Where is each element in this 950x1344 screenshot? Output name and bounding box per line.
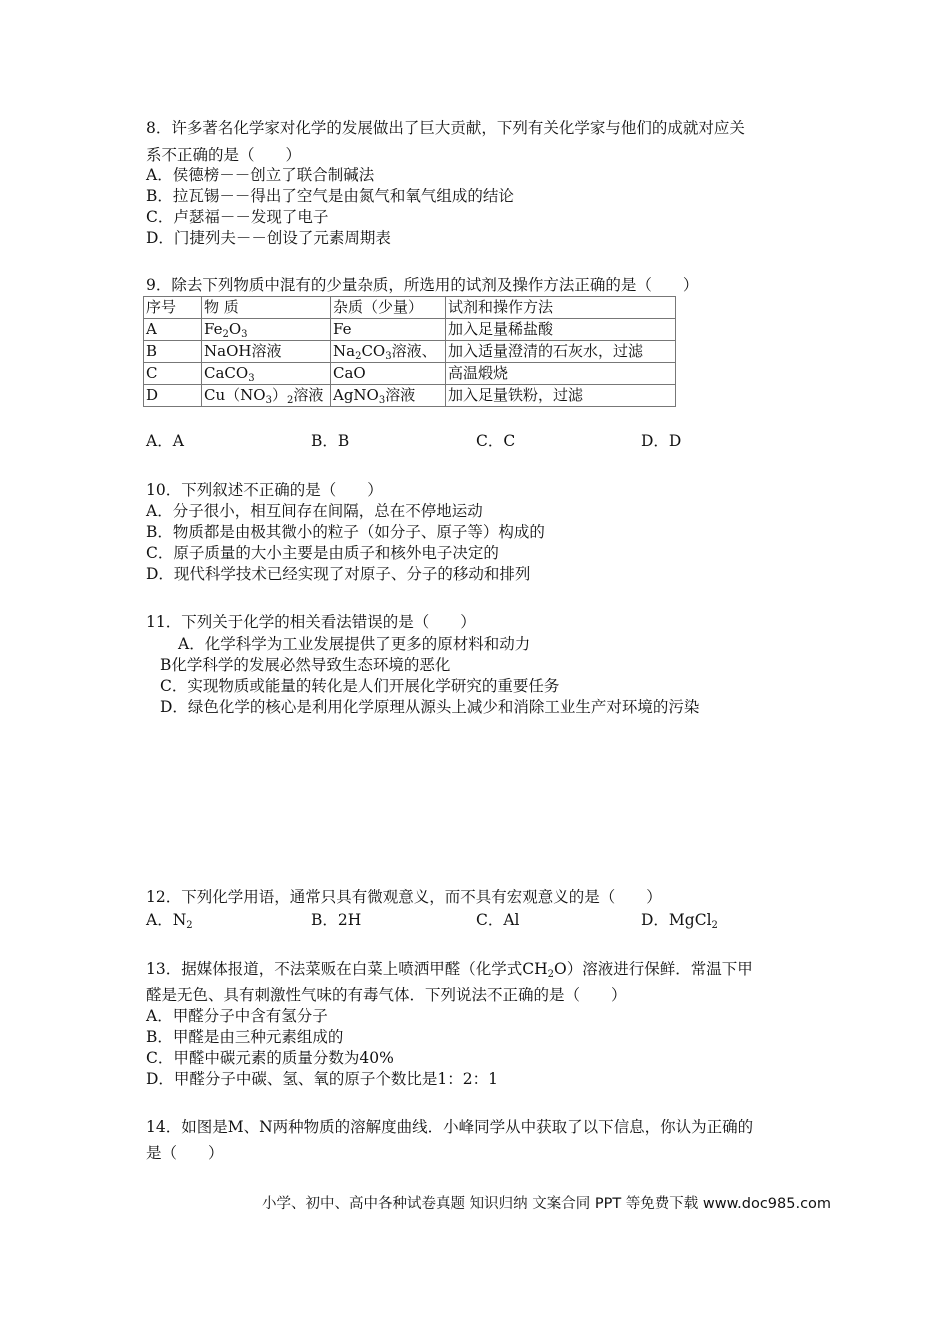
q11-option-c: C．实现物质或能量的转化是人们开展化学研究的重要任务 [160,677,560,695]
row-impurity: Fe [331,319,446,341]
q13-option-d: D．甲醛分子中碳、氢、氧的原子个数比是1：2：1 [146,1070,499,1088]
q10-option-a: A．分子很小，相互间存在间隔，总在不停地运动 [146,502,483,520]
footer-ad-text: 小学、初中、高中各种试卷真题 知识归纳 文案合同 PPT 等免费下载 www.doc985.com [262,1196,832,1212]
q12-choice-b: B．2H [311,911,362,929]
row-impurity: $Na_2CO_3$溶液、 [331,341,446,363]
q12-choice-c: C．Al [476,911,520,929]
row-method: 加入足量稀盐酸 [446,319,676,341]
q10-stem: 10．下列叙述不正确的是（ ） [146,481,383,499]
q13-option-a: A．甲醛分子中含有氢分子 [146,1007,328,1025]
row-impurity: AgNO$_3$溶液 [331,385,446,407]
table-row [144,319,676,341]
q10-option-b: B．物质都是由极其微小的粒子（如分子、原子等）构成的 [146,523,545,541]
header-cell: 杂质（少量） [331,297,446,319]
q13-stem-line2: 醛是无色、具有刺激性气味的有毒气体．下列说法不正确的是（ ） [146,986,627,1004]
q9-table [143,296,676,407]
row-id: C [144,363,202,385]
q11-option-a: A．化学科学为工业发展提供了更多的原材料和动力 [178,635,531,653]
row-id: B [144,341,202,363]
header-cell: 试剂和操作方法 [446,297,676,319]
q10-option-d: D．现代科学技术已经实现了对原子、分子的移动和排列 [146,565,531,583]
table-row [144,363,676,385]
q8-stem-line2: 系不正确的是（ ） [146,146,302,164]
q8-option-c: C．卢瑟福－－发现了电子 [146,208,329,226]
q9-choice-c: C．C [476,432,516,450]
row-substance: CaCO$_3$ [202,363,331,385]
row-substance: NaOH溶液 [202,341,331,363]
q13-option-c: C．甲醛中碳元素的质量分数为40% [146,1049,394,1067]
q8-option-b: B．拉瓦锡－－得出了空气是由氮气和氧气组成的结论 [146,187,514,205]
row-method: 加入足量铁粉，过滤 [446,385,676,407]
q12-stem: 12．下列化学用语，通常只具有微观意义，而不具有宏观意义的是（ ） [146,888,662,906]
q9-choice-b: B．B [311,432,350,450]
q14-stem-line1: 14．如图是M、N两种物质的溶解度曲线．小峰同学从中获取了以下信息，你认为正确的 [146,1118,754,1136]
q9-choice-a: A．A [146,432,184,450]
q8-option-d: D．门捷列夫－－创设了元素周期表 [146,229,391,247]
row-method: 加入适量澄清的石灰水，过滤 [446,341,676,363]
header-cell: 序号 [144,297,202,319]
table-row [144,341,676,363]
table-row [144,385,676,407]
row-substance: $Cu(NO_3)_2$溶液 [202,385,331,407]
q11-stem: 11．下列关于化学的相关看法错误的是（ ） [146,613,476,631]
header-cell: 物 质 [202,297,331,319]
q8-stem-line1: 8．许多著名化学家对化学的发展做出了巨大贡献，下列有关化学家与他们的成就对应关 [146,119,745,137]
row-id: D [144,385,202,407]
q8-option-a: A．侯德榜－－创立了联合制碱法 [146,166,375,184]
table-header-row [144,297,676,319]
q11-option-d: D．绿色化学的核心是利用化学原理从源头上减少和消除工业生产对环境的污染 [160,698,700,716]
q9-choice-d: D．D [641,432,682,450]
q9-stem: 9．除去下列物质中混有的少量杂质，所选用的试剂及操作方法正确的是（ ） [146,276,699,294]
q14-stem-line2: 是（ ） [146,1144,224,1162]
q13-stem-line1: 13．据媒体报道，不法菜贩在白菜上喷洒甲醛（化学式$CH_2O$）溶液进行保鲜．常温下甲 [146,960,753,980]
q13-option-b: B．甲醛是由三种元素组成的 [146,1028,344,1046]
row-id: A [144,319,202,341]
row-substance: $Fe_2O_3$ [202,319,331,341]
q11-option-b: B化学科学的发展必然导致生态环境的恶化 [160,656,451,674]
q12-choice-d: D．MgCl$_2$ [641,911,718,931]
q10-option-c: C．原子质量的大小主要是由质子和核外电子决定的 [146,544,499,562]
row-method: 高温煅烧 [446,363,676,385]
q12-choice-a: A．$N_2$ [146,911,193,931]
row-impurity: CaO [331,363,446,385]
